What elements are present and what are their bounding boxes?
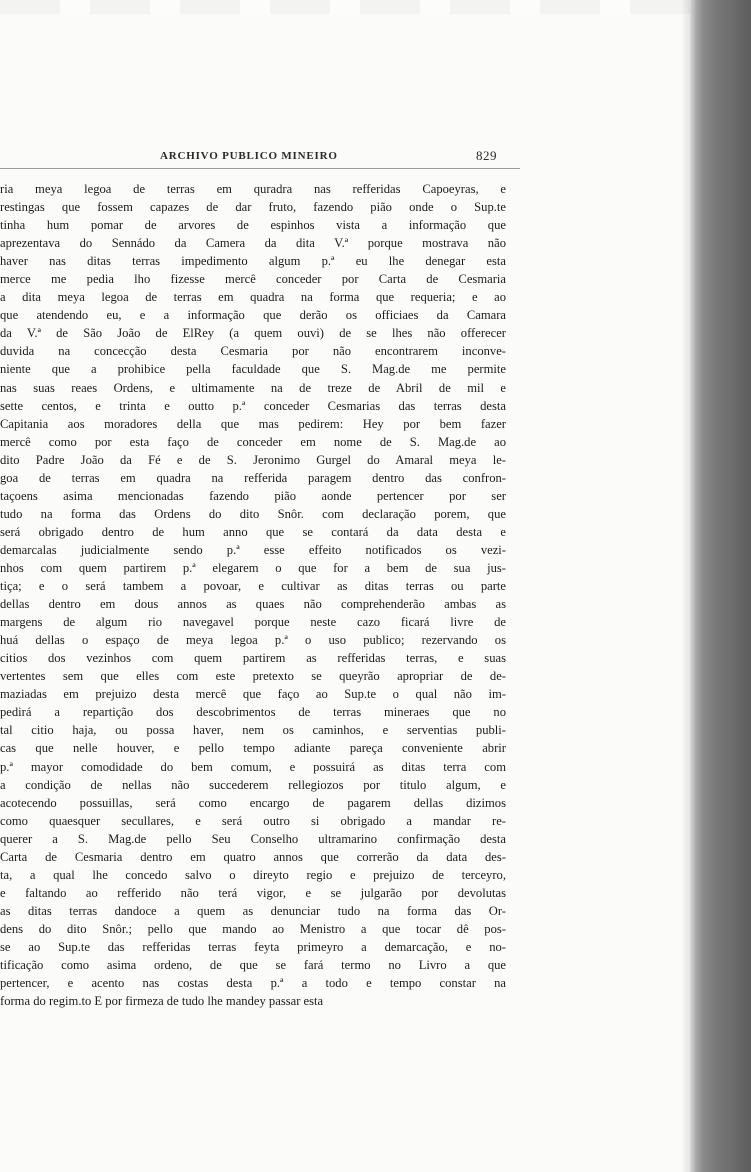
text-line: forma do regim.to E por firmeza de tudo lhe mandey passar esta: [0, 994, 324, 1009]
text-line: Carta de Cesmaria dentro em quatro annos que correrão da data des-: [0, 849, 506, 864]
text-line: restingas que fossem capazes de dar fruto, fazendo pião onde o Sup.te: [0, 200, 506, 215]
text-line: dens do dito Snôr.; pello que mando ao Menistro a que tocar dê pos-: [0, 921, 506, 936]
text-line: Capitania aos moradores della que mas pedirem: Hey por bem fazer: [0, 416, 506, 431]
text-line: tificação como asima ordeno, de que se fará termo no Livro a que: [0, 958, 506, 973]
page-top-edge: [0, 0, 690, 14]
text-line: maziadas em prejuizo desta mercê que faço ao Sup.te o qual não im-: [0, 687, 506, 702]
text-line: nas suas reaes Ordens, e ultimamente na de treze de Abril de mil e: [0, 380, 506, 395]
text-line: e faltando ao refferido não terá vigor, e se julgarão por devolutas: [0, 885, 506, 900]
text-line: margens de algum rio navegavel porque neste cazo ficará livre de: [0, 615, 506, 630]
text-line: tiça; e o será tambem a povoar, e cultivar as ditas terras ou parte: [0, 579, 506, 594]
text-line: querer a S. Mag.de pello Seu Conselho ultramarino confirmação desta: [0, 831, 506, 846]
text-line: sette centos, e trinta e outto p.ª conceder Cesmarias das terras desta: [0, 398, 506, 413]
text-line: será obrigado dentro de hum anno que se contará da data desta e: [0, 524, 506, 539]
text-line: acotecendo possuillas, será como encargo de pagarem dellas dizimos: [0, 795, 506, 810]
page-number: 829: [476, 148, 497, 163]
text-line: merce me pedia lho fizesse mercê conceder por Carta de Cesmaria: [0, 272, 506, 287]
book-spine: [690, 0, 751, 1172]
text-line: como quaesquer secullares, e será outro si obrigado a mandar re-: [0, 813, 506, 828]
text-line: mercê como por esta faço de conceder em nome de S. Mag.de ao: [0, 434, 506, 449]
text-line: ta, a qual lhe concedo salvo o direyto regio e prejuizo de terceyro,: [0, 867, 506, 882]
text-line: a condição de nellas não succederem rellegiozos por titulo algum, e: [0, 777, 506, 792]
text-line: vertentes sem que elles com este pretexto se queyrão apropriar de de-: [0, 669, 506, 684]
text-line: da V.ª de São João de ElRey (a quem ouvi) de se lhes não offerecer: [0, 326, 506, 341]
text-line: se ao Sup.te das refferidas terras feyta primeyro a demarcação, e no-: [0, 939, 506, 954]
text-line: cas que nelle houver, e pello tempo adiante pareça conveniente abrir: [0, 741, 506, 756]
text-line: taçoens asima mencionadas fazendo pião aonde pertencer por ser: [0, 488, 506, 503]
text-line: goa de terras em quadra na refferida paragem dentro das confron-: [0, 470, 506, 485]
text-line: niente que a prohibice pella faculdade que S. Mag.de me permite: [0, 362, 506, 377]
body-text: [0, 180, 506, 1010]
text-line: citios dos vezinhos com quem partirem as refferidas terras, e suas: [0, 651, 506, 666]
text-line: nhos com quem partirem p.ª elegarem o que for a bem de sua jus-: [0, 560, 506, 575]
text-line: p.ª mayor comodidade do bem comum, e possuirá as ditas terra com: [0, 759, 506, 774]
text-line: duvida na concecção desta Cesmaria por não encontrarem inconve-: [0, 344, 506, 359]
text-line: as ditas terras dandoce a quem as denunciar tudo na forma das Or-: [0, 903, 506, 918]
page-header: [0, 146, 520, 169]
text-line: aprezentava do Sennádo da Camera da dita V.ª porque mostrava não: [0, 236, 506, 251]
text-line: demarcalas judicialmente sendo p.ª esse effeito notificados os vezi-: [0, 542, 506, 557]
text-line: tinha hum pomar de arvores de espinhos vista a informação que: [0, 218, 506, 233]
text-line: huá dellas o espaço de meya legoa p.ª o uso publico; rezervando os: [0, 633, 506, 648]
text-line: dito Padre João da Fé e de S. Jeronimo Gurgel do Amaral meya le-: [0, 452, 506, 467]
text-line: haver nas ditas terras impedimento algum p.ª eu lhe denegar esta: [0, 254, 506, 269]
text-line: tudo na forma das Ordens do dito Snôr. com declaração porem, que: [0, 506, 506, 521]
text-line: dellas dentro em dous annos as quaes não comprehenderão ambas as: [0, 597, 506, 612]
running-title: ARCHIVO PUBLICO MINEIRO: [160, 150, 338, 162]
text-line: que atendendo eu, e a informação que derão os officiaes da Camara: [0, 308, 506, 323]
text-line: pertencer, e acento nas costas desta p.ª a todo e tempo constar na: [0, 976, 506, 991]
text-line: tal citio haja, ou possa haver, nem os caminhos, e serventias publi-: [0, 723, 506, 738]
text-line: ria meya legoa de terras em quradra nas refferidas Capoeyras, e: [0, 182, 506, 196]
text-line: a dita meya legoa de terras em quadra na forma que requeria; e ao: [0, 290, 506, 305]
text-line: pedirá a repartição dos descobrimentos de terras mineraes que no: [0, 705, 506, 720]
